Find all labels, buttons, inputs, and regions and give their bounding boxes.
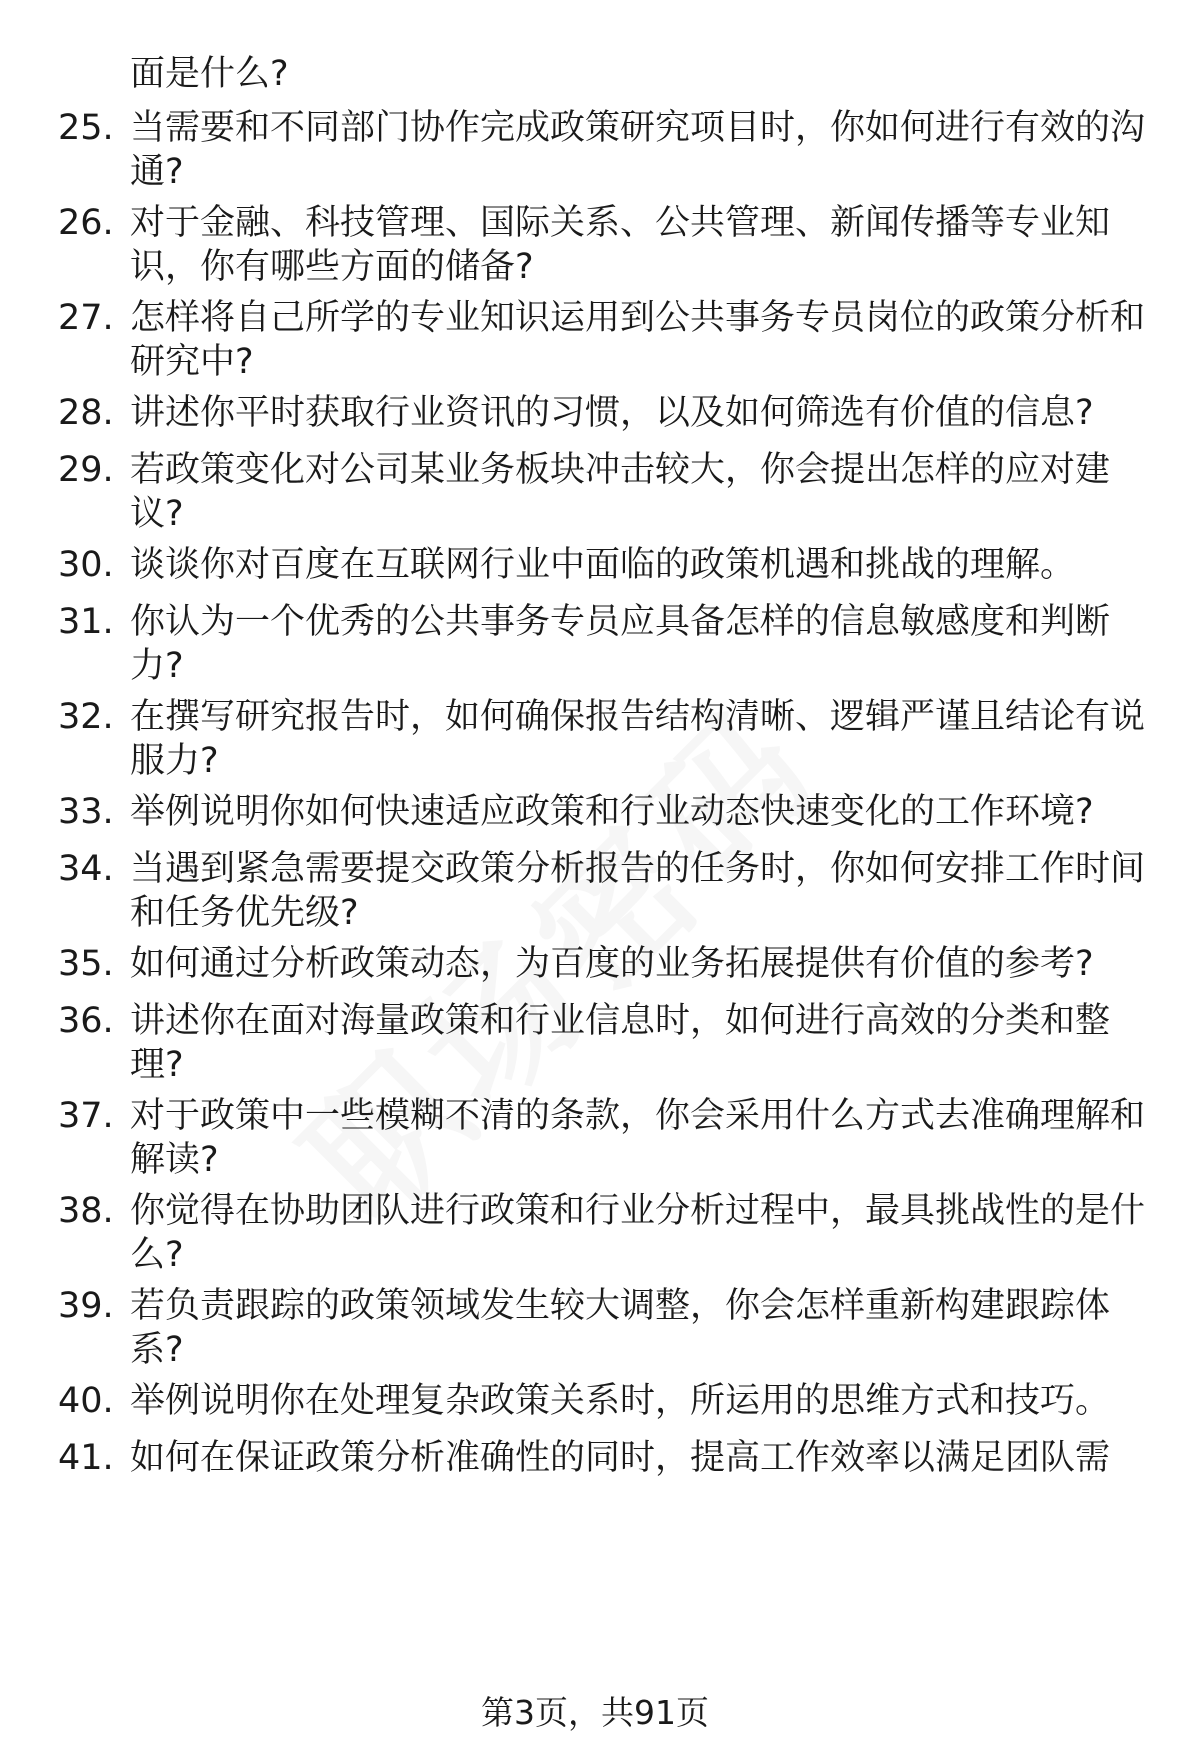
question-number: 35. [58, 944, 114, 984]
question-number: 41. [58, 1438, 114, 1478]
question-number: 38. [58, 1191, 114, 1231]
question-number: 31. [58, 602, 114, 642]
question-text: 面是什么? [130, 54, 289, 94]
question-text: 如何在保证政策分析准确性的同时，提高工作效率以满足团队需 [130, 1438, 1111, 1478]
question-number: 27. [58, 298, 114, 338]
question-number: 39. [58, 1286, 114, 1326]
question-text: 当需要和不同部门协作完成政策研究项目时，你如何进行有效的沟通? [130, 108, 1146, 192]
question-text: 谈谈你对百度在互联网行业中面临的政策机遇和挑战的理解。 [130, 545, 1076, 585]
question-text: 讲述你在面对海量政策和行业信息时，如何进行高效的分类和整理? [130, 1001, 1111, 1085]
question-text: 讲述你平时获取行业资讯的习惯，以及如何筛选有价值的信息? [130, 393, 1094, 433]
question-number: 36. [58, 1001, 114, 1041]
question-text: 当遇到紧急需要提交政策分析报告的任务时，你如何安排工作时间和任务优先级? [130, 849, 1146, 933]
question-number: 34. [58, 849, 114, 889]
question-number: 28. [58, 393, 114, 433]
question-text: 怎样将自己所学的专业知识运用到公共事务专员岗位的政策分析和研究中? [130, 298, 1146, 382]
question-text: 如何通过分析政策动态，为百度的业务拓展提供有价值的参考? [130, 944, 1094, 984]
question-text: 对于政策中一些模糊不清的条款，你会采用什么方式去准确理解和解读? [130, 1096, 1146, 1180]
question-text: 你认为一个优秀的公共事务专员应具备怎样的信息敏感度和判断力? [130, 602, 1111, 686]
question-number: 26. [58, 203, 114, 243]
question-number: 25. [58, 108, 114, 148]
question-number: 30. [58, 545, 114, 585]
question-text: 在撰写研究报告时，如何确保报告结构清晰、逻辑严谨且结论有说服力? [130, 697, 1146, 781]
question-text: 举例说明你在处理复杂政策关系时，所运用的思维方式和技巧。 [130, 1381, 1111, 1421]
question-text: 若负责跟踪的政策领域发生较大调整，你会怎样重新构建跟踪体系? [130, 1286, 1111, 1370]
question-text: 若政策变化对公司某业务板块冲击较大，你会提出怎样的应对建议? [130, 450, 1111, 534]
page-footer: 第3页，共91页 [481, 1693, 709, 1732]
question-text: 举例说明你如何快速适应政策和行业动态快速变化的工作环境? [130, 792, 1094, 832]
question-number: 40. [58, 1381, 114, 1421]
question-text: 对于金融、科技管理、国际关系、公共管理、新闻传播等专业知识，你有哪些方面的储备? [130, 203, 1111, 287]
question-number: 29. [58, 450, 114, 490]
question-number: 37. [58, 1096, 114, 1136]
question-number: 33. [58, 792, 114, 832]
question-text: 你觉得在协助团队进行政策和行业分析过程中，最具挑战性的是什么? [130, 1191, 1146, 1275]
question-number: 32. [58, 697, 114, 737]
